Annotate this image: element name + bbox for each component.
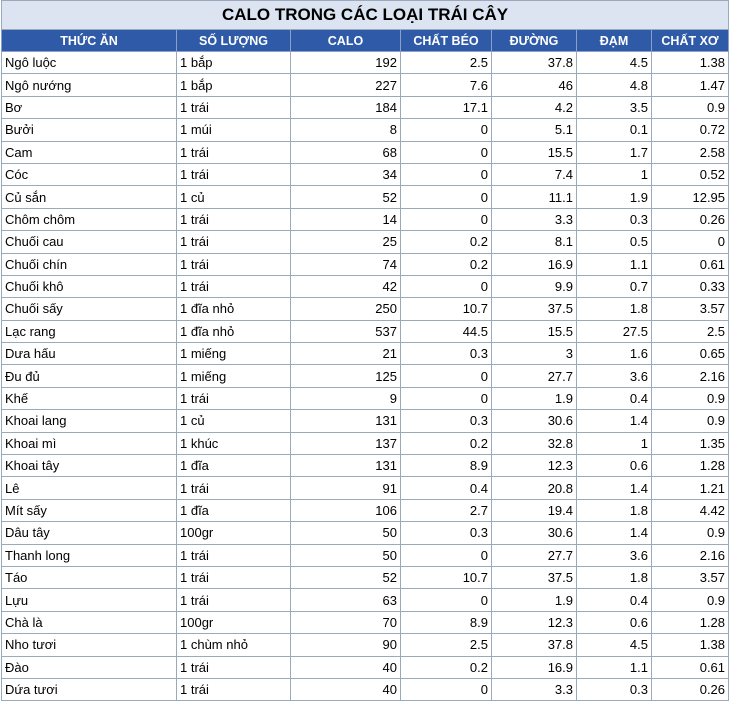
protein-cell: 27.5: [577, 320, 652, 342]
sugar-cell: 37.8: [492, 52, 577, 74]
fat-cell: 2.5: [401, 52, 492, 74]
protein-cell: 4.5: [577, 634, 652, 656]
protein-cell: 3.6: [577, 544, 652, 566]
calories-cell: 74: [291, 253, 401, 275]
table-row: [2, 410, 729, 432]
food-name-cell: Đào: [2, 656, 177, 678]
quantity-cell: 1 trái: [177, 544, 291, 566]
fiber-cell: 0.52: [652, 163, 729, 185]
table-row: [2, 253, 729, 275]
calories-cell: 14: [291, 208, 401, 230]
calories-cell: 125: [291, 365, 401, 387]
calories-cell: 40: [291, 678, 401, 700]
food-name-cell: Ngô nướng: [2, 74, 177, 96]
fiber-cell: 2.5: [652, 320, 729, 342]
protein-cell: 1.9: [577, 186, 652, 208]
fiber-cell: 2.16: [652, 544, 729, 566]
table-row: [2, 432, 729, 454]
fiber-cell: 1.35: [652, 432, 729, 454]
protein-cell: 1.8: [577, 499, 652, 521]
table-row: [2, 52, 729, 74]
fiber-cell: 1.38: [652, 634, 729, 656]
table-row: [2, 208, 729, 230]
sugar-cell: 12.3: [492, 611, 577, 633]
table-row: [2, 611, 729, 633]
quantity-cell: 1 chùm nhỏ: [177, 634, 291, 656]
protein-cell: 1: [577, 432, 652, 454]
fat-cell: 0.3: [401, 522, 492, 544]
sugar-cell: 1.9: [492, 387, 577, 409]
food-name-cell: Mít sấy: [2, 499, 177, 521]
quantity-cell: 1 trái: [177, 253, 291, 275]
sugar-cell: 20.8: [492, 477, 577, 499]
table-row: [2, 387, 729, 409]
sugar-cell: 3.3: [492, 678, 577, 700]
food-name-cell: Củ sắn: [2, 186, 177, 208]
protein-cell: 4.5: [577, 52, 652, 74]
protein-cell: 1.4: [577, 522, 652, 544]
table-row: [2, 589, 729, 611]
sugar-cell: 1.9: [492, 589, 577, 611]
quantity-cell: 1 trái: [177, 163, 291, 185]
fiber-cell: 0.9: [652, 522, 729, 544]
food-name-cell: Dưa hấu: [2, 343, 177, 365]
calories-cell: 63: [291, 589, 401, 611]
food-name-cell: Khoai tây: [2, 455, 177, 477]
fiber-cell: 4.42: [652, 499, 729, 521]
protein-cell: 1.7: [577, 141, 652, 163]
fat-cell: 0.4: [401, 477, 492, 499]
protein-cell: 1.4: [577, 477, 652, 499]
quantity-cell: 1 trái: [177, 231, 291, 253]
calories-cell: 137: [291, 432, 401, 454]
calories-cell: 250: [291, 298, 401, 320]
quantity-cell: 1 bắp: [177, 74, 291, 96]
fiber-cell: 0.33: [652, 275, 729, 297]
fat-cell: 44.5: [401, 320, 492, 342]
quantity-cell: 1 khúc: [177, 432, 291, 454]
food-name-cell: Chuối chín: [2, 253, 177, 275]
sugar-cell: 16.9: [492, 656, 577, 678]
fiber-cell: 0: [652, 231, 729, 253]
fat-cell: 0.3: [401, 343, 492, 365]
calories-cell: 52: [291, 566, 401, 588]
quantity-cell: 1 trái: [177, 387, 291, 409]
fat-cell: 2.7: [401, 499, 492, 521]
table-row: [2, 141, 729, 163]
sugar-cell: 5.1: [492, 119, 577, 141]
food-name-cell: Dứa tươi: [2, 678, 177, 700]
sugar-cell: 32.8: [492, 432, 577, 454]
calories-cell: 227: [291, 74, 401, 96]
calories-cell: 70: [291, 611, 401, 633]
fat-cell: 17.1: [401, 96, 492, 118]
fat-cell: 0: [401, 208, 492, 230]
table-row: [2, 634, 729, 656]
fiber-cell: 0.61: [652, 656, 729, 678]
fiber-cell: 2.58: [652, 141, 729, 163]
fat-cell: 0.3: [401, 410, 492, 432]
table-title: CALO TRONG CÁC LOẠI TRÁI CÂY: [2, 1, 729, 30]
quantity-cell: 1 củ: [177, 410, 291, 432]
sugar-cell: 15.5: [492, 320, 577, 342]
quantity-cell: 1 trái: [177, 208, 291, 230]
sugar-cell: 15.5: [492, 141, 577, 163]
calories-cell: 131: [291, 455, 401, 477]
food-name-cell: Khoai mì: [2, 432, 177, 454]
table-row: [2, 656, 729, 678]
fat-cell: 10.7: [401, 298, 492, 320]
fiber-cell: 1.28: [652, 455, 729, 477]
quantity-cell: 1 miếng: [177, 365, 291, 387]
food-name-cell: Khoai lang: [2, 410, 177, 432]
fiber-cell: 0.61: [652, 253, 729, 275]
table-row: [2, 544, 729, 566]
fiber-cell: 1.28: [652, 611, 729, 633]
header-quantity: SỐ LƯỢNG: [177, 30, 291, 52]
food-name-cell: Thanh long: [2, 544, 177, 566]
header-calories: CALO: [291, 30, 401, 52]
fat-cell: 0: [401, 678, 492, 700]
food-name-cell: Táo: [2, 566, 177, 588]
protein-cell: 1.1: [577, 656, 652, 678]
table-row: [2, 96, 729, 118]
fat-cell: 0: [401, 186, 492, 208]
sugar-cell: 27.7: [492, 544, 577, 566]
sugar-cell: 9.9: [492, 275, 577, 297]
quantity-cell: 1 trái: [177, 589, 291, 611]
sugar-cell: 16.9: [492, 253, 577, 275]
sugar-cell: 46: [492, 74, 577, 96]
header-row: [2, 30, 729, 52]
food-name-cell: Chà là: [2, 611, 177, 633]
calories-cell: 21: [291, 343, 401, 365]
calories-cell: 42: [291, 275, 401, 297]
table-row: [2, 499, 729, 521]
fiber-cell: 0.9: [652, 96, 729, 118]
quantity-cell: 1 trái: [177, 477, 291, 499]
sugar-cell: 30.6: [492, 522, 577, 544]
quantity-cell: 1 trái: [177, 566, 291, 588]
sugar-cell: 12.3: [492, 455, 577, 477]
fiber-cell: 1.47: [652, 74, 729, 96]
fiber-cell: 0.65: [652, 343, 729, 365]
fiber-cell: 3.57: [652, 566, 729, 588]
fiber-cell: 0.72: [652, 119, 729, 141]
food-name-cell: Chuối cau: [2, 231, 177, 253]
food-name-cell: Chuối sấy: [2, 298, 177, 320]
quantity-cell: 1 đĩa: [177, 499, 291, 521]
calories-cell: 90: [291, 634, 401, 656]
calories-cell: 184: [291, 96, 401, 118]
quantity-cell: 100gr: [177, 522, 291, 544]
protein-cell: 1.8: [577, 566, 652, 588]
fat-cell: 0.2: [401, 656, 492, 678]
quantity-cell: 1 trái: [177, 141, 291, 163]
table-row: [2, 522, 729, 544]
calories-cell: 9: [291, 387, 401, 409]
protein-cell: 1.8: [577, 298, 652, 320]
sugar-cell: 4.2: [492, 96, 577, 118]
protein-cell: 0.4: [577, 387, 652, 409]
food-name-cell: Dâu tây: [2, 522, 177, 544]
sugar-cell: 30.6: [492, 410, 577, 432]
table-row: [2, 298, 729, 320]
food-name-cell: Chôm chôm: [2, 208, 177, 230]
sugar-cell: 3: [492, 343, 577, 365]
table-row: [2, 455, 729, 477]
header-food: THỨC ĂN: [2, 30, 177, 52]
quantity-cell: 1 múi: [177, 119, 291, 141]
fat-cell: 0: [401, 387, 492, 409]
fat-cell: 0: [401, 163, 492, 185]
fiber-cell: 0.9: [652, 410, 729, 432]
sugar-cell: 7.4: [492, 163, 577, 185]
food-name-cell: Nho tươi: [2, 634, 177, 656]
quantity-cell: 100gr: [177, 611, 291, 633]
fat-cell: 0: [401, 141, 492, 163]
quantity-cell: 1 trái: [177, 678, 291, 700]
fiber-cell: 2.16: [652, 365, 729, 387]
sugar-cell: 8.1: [492, 231, 577, 253]
table-row: [2, 365, 729, 387]
protein-cell: 0.1: [577, 119, 652, 141]
calories-cell: 131: [291, 410, 401, 432]
protein-cell: 0.3: [577, 208, 652, 230]
quantity-cell: 1 trái: [177, 656, 291, 678]
table-row: [2, 343, 729, 365]
protein-cell: 1.6: [577, 343, 652, 365]
sugar-cell: 11.1: [492, 186, 577, 208]
quantity-cell: 1 miếng: [177, 343, 291, 365]
table-row: [2, 74, 729, 96]
fat-cell: 2.5: [401, 634, 492, 656]
sugar-cell: 19.4: [492, 499, 577, 521]
quantity-cell: 1 củ: [177, 186, 291, 208]
calories-cell: 192: [291, 52, 401, 74]
header-protein: ĐẠM: [577, 30, 652, 52]
food-name-cell: Đu đủ: [2, 365, 177, 387]
protein-cell: 0.7: [577, 275, 652, 297]
calories-cell: 50: [291, 522, 401, 544]
sugar-cell: 37.5: [492, 298, 577, 320]
fiber-cell: 0.9: [652, 589, 729, 611]
food-name-cell: Bưởi: [2, 119, 177, 141]
protein-cell: 0.4: [577, 589, 652, 611]
calories-cell: 34: [291, 163, 401, 185]
nutrition-table: [1, 0, 729, 701]
calories-cell: 537: [291, 320, 401, 342]
fiber-cell: 0.9: [652, 387, 729, 409]
sugar-cell: 3.3: [492, 208, 577, 230]
fat-cell: 0.2: [401, 432, 492, 454]
protein-cell: 1.4: [577, 410, 652, 432]
sugar-cell: 37.8: [492, 634, 577, 656]
fat-cell: 0: [401, 589, 492, 611]
fiber-cell: 12.95: [652, 186, 729, 208]
calories-cell: 25: [291, 231, 401, 253]
quantity-cell: 1 đĩa nhỏ: [177, 298, 291, 320]
table-row: [2, 231, 729, 253]
table-row: [2, 320, 729, 342]
protein-cell: 0.5: [577, 231, 652, 253]
table-row: [2, 275, 729, 297]
food-name-cell: Lạc rang: [2, 320, 177, 342]
fat-cell: 0: [401, 275, 492, 297]
fat-cell: 8.9: [401, 455, 492, 477]
calories-cell: 40: [291, 656, 401, 678]
table-row: [2, 477, 729, 499]
protein-cell: 0.6: [577, 611, 652, 633]
food-name-cell: Khế: [2, 387, 177, 409]
protein-cell: 4.8: [577, 74, 652, 96]
protein-cell: 3.6: [577, 365, 652, 387]
calories-cell: 52: [291, 186, 401, 208]
protein-cell: 0.3: [577, 678, 652, 700]
sugar-cell: 27.7: [492, 365, 577, 387]
fat-cell: 8.9: [401, 611, 492, 633]
title-row: [2, 1, 729, 30]
protein-cell: 0.6: [577, 455, 652, 477]
fiber-cell: 1.38: [652, 52, 729, 74]
sugar-cell: 37.5: [492, 566, 577, 588]
food-name-cell: Cam: [2, 141, 177, 163]
table-row: [2, 163, 729, 185]
quantity-cell: 1 trái: [177, 275, 291, 297]
fiber-cell: 1.21: [652, 477, 729, 499]
table-row: [2, 119, 729, 141]
fat-cell: 10.7: [401, 566, 492, 588]
fat-cell: 0.2: [401, 253, 492, 275]
food-name-cell: Lê: [2, 477, 177, 499]
protein-cell: 1.1: [577, 253, 652, 275]
fiber-cell: 0.26: [652, 208, 729, 230]
fat-cell: 0.2: [401, 231, 492, 253]
protein-cell: 3.5: [577, 96, 652, 118]
calories-cell: 50: [291, 544, 401, 566]
calories-cell: 8: [291, 119, 401, 141]
food-name-cell: Ngô luộc: [2, 52, 177, 74]
fat-cell: 0: [401, 544, 492, 566]
quantity-cell: 1 bắp: [177, 52, 291, 74]
quantity-cell: 1 đĩa: [177, 455, 291, 477]
calories-cell: 68: [291, 141, 401, 163]
fat-cell: 7.6: [401, 74, 492, 96]
header-fat: CHẤT BÉO: [401, 30, 492, 52]
food-name-cell: Chuối khô: [2, 275, 177, 297]
food-name-cell: Bơ: [2, 96, 177, 118]
protein-cell: 1: [577, 163, 652, 185]
quantity-cell: 1 đĩa nhỏ: [177, 320, 291, 342]
table-row: [2, 186, 729, 208]
fiber-cell: 0.26: [652, 678, 729, 700]
header-sugar: ĐƯỜNG: [492, 30, 577, 52]
quantity-cell: 1 trái: [177, 96, 291, 118]
calories-cell: 91: [291, 477, 401, 499]
fat-cell: 0: [401, 365, 492, 387]
fiber-cell: 3.57: [652, 298, 729, 320]
table-row: [2, 566, 729, 588]
food-name-cell: Lựu: [2, 589, 177, 611]
fat-cell: 0: [401, 119, 492, 141]
table-row: [2, 678, 729, 700]
calories-cell: 106: [291, 499, 401, 521]
food-name-cell: Cóc: [2, 163, 177, 185]
header-fiber: CHẤT XƠ: [652, 30, 729, 52]
